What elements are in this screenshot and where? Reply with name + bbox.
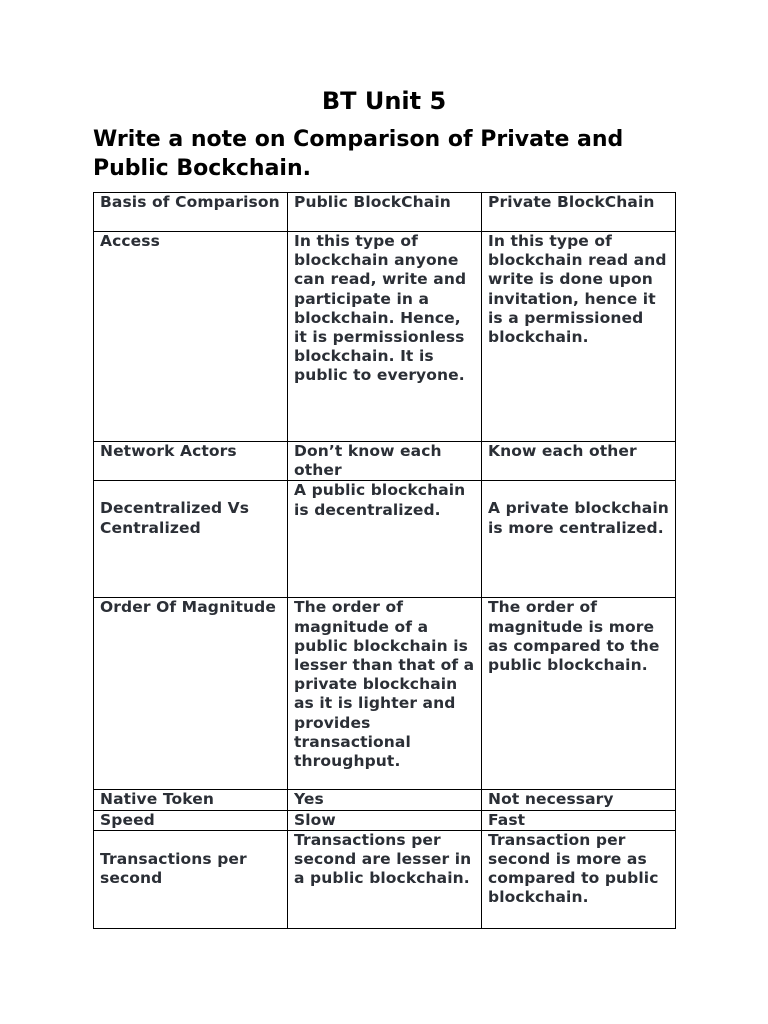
public-cell: In this type of blockchain anyone can read, write and participate in a blockchain. Hence, it is permissionless blockchain. It is public to everyone. bbox=[288, 232, 482, 442]
table-row bbox=[94, 830, 676, 928]
row-label: Speed bbox=[94, 810, 288, 830]
public-cell: The order of magnitude of a public blockchain is lesser than that of a private blockchain as it is lighter and provides transactional throughput. bbox=[288, 598, 482, 790]
comparison-table bbox=[93, 192, 676, 929]
row-label: Order Of Magnitude bbox=[94, 598, 288, 790]
header-cell-public: Public BlockChain bbox=[288, 193, 482, 232]
public-cell: Transactions per second are lesser in a public blockchain. bbox=[288, 830, 482, 928]
row-label: Network Actors bbox=[94, 442, 288, 481]
header-cell-private: Private BlockChain bbox=[482, 193, 676, 232]
private-cell: Know each other bbox=[482, 442, 676, 481]
public-cell: Don’t know each other bbox=[288, 442, 482, 481]
table-header-row bbox=[94, 193, 676, 232]
table-row bbox=[94, 598, 676, 790]
table-row bbox=[94, 810, 676, 830]
page-title: BT Unit 5 bbox=[321, 87, 447, 115]
public-cell: A public blockchain is decentralized. bbox=[288, 481, 482, 598]
private-cell: Transaction per second is more as compared to public blockchain. bbox=[482, 830, 676, 928]
table-row bbox=[94, 232, 676, 442]
public-cell: Slow bbox=[288, 810, 482, 830]
row-label: Decentralized Vs Centralized bbox=[94, 481, 288, 598]
private-cell: Not necessary bbox=[482, 790, 676, 810]
table-row bbox=[94, 481, 676, 598]
private-cell: A private blockchain is more centralized. bbox=[482, 481, 676, 598]
question-heading: Write a note on Comparison of Private and Public Bockchain. bbox=[93, 127, 624, 181]
table-row bbox=[94, 790, 676, 810]
private-cell: Fast bbox=[482, 810, 676, 830]
row-label: Native Token bbox=[94, 790, 288, 810]
header-cell-basis: Basis of Comparison bbox=[94, 193, 288, 232]
private-cell: The order of magnitude is more as compared to the public blockchain. bbox=[482, 598, 676, 790]
table-row bbox=[94, 442, 676, 481]
private-cell: In this type of blockchain read and write is done upon invitation, hence it is a permissioned blockchain. bbox=[482, 232, 676, 442]
public-cell: Yes bbox=[288, 790, 482, 810]
row-label: Transactions per second bbox=[94, 830, 288, 928]
row-label: Access bbox=[94, 232, 288, 442]
